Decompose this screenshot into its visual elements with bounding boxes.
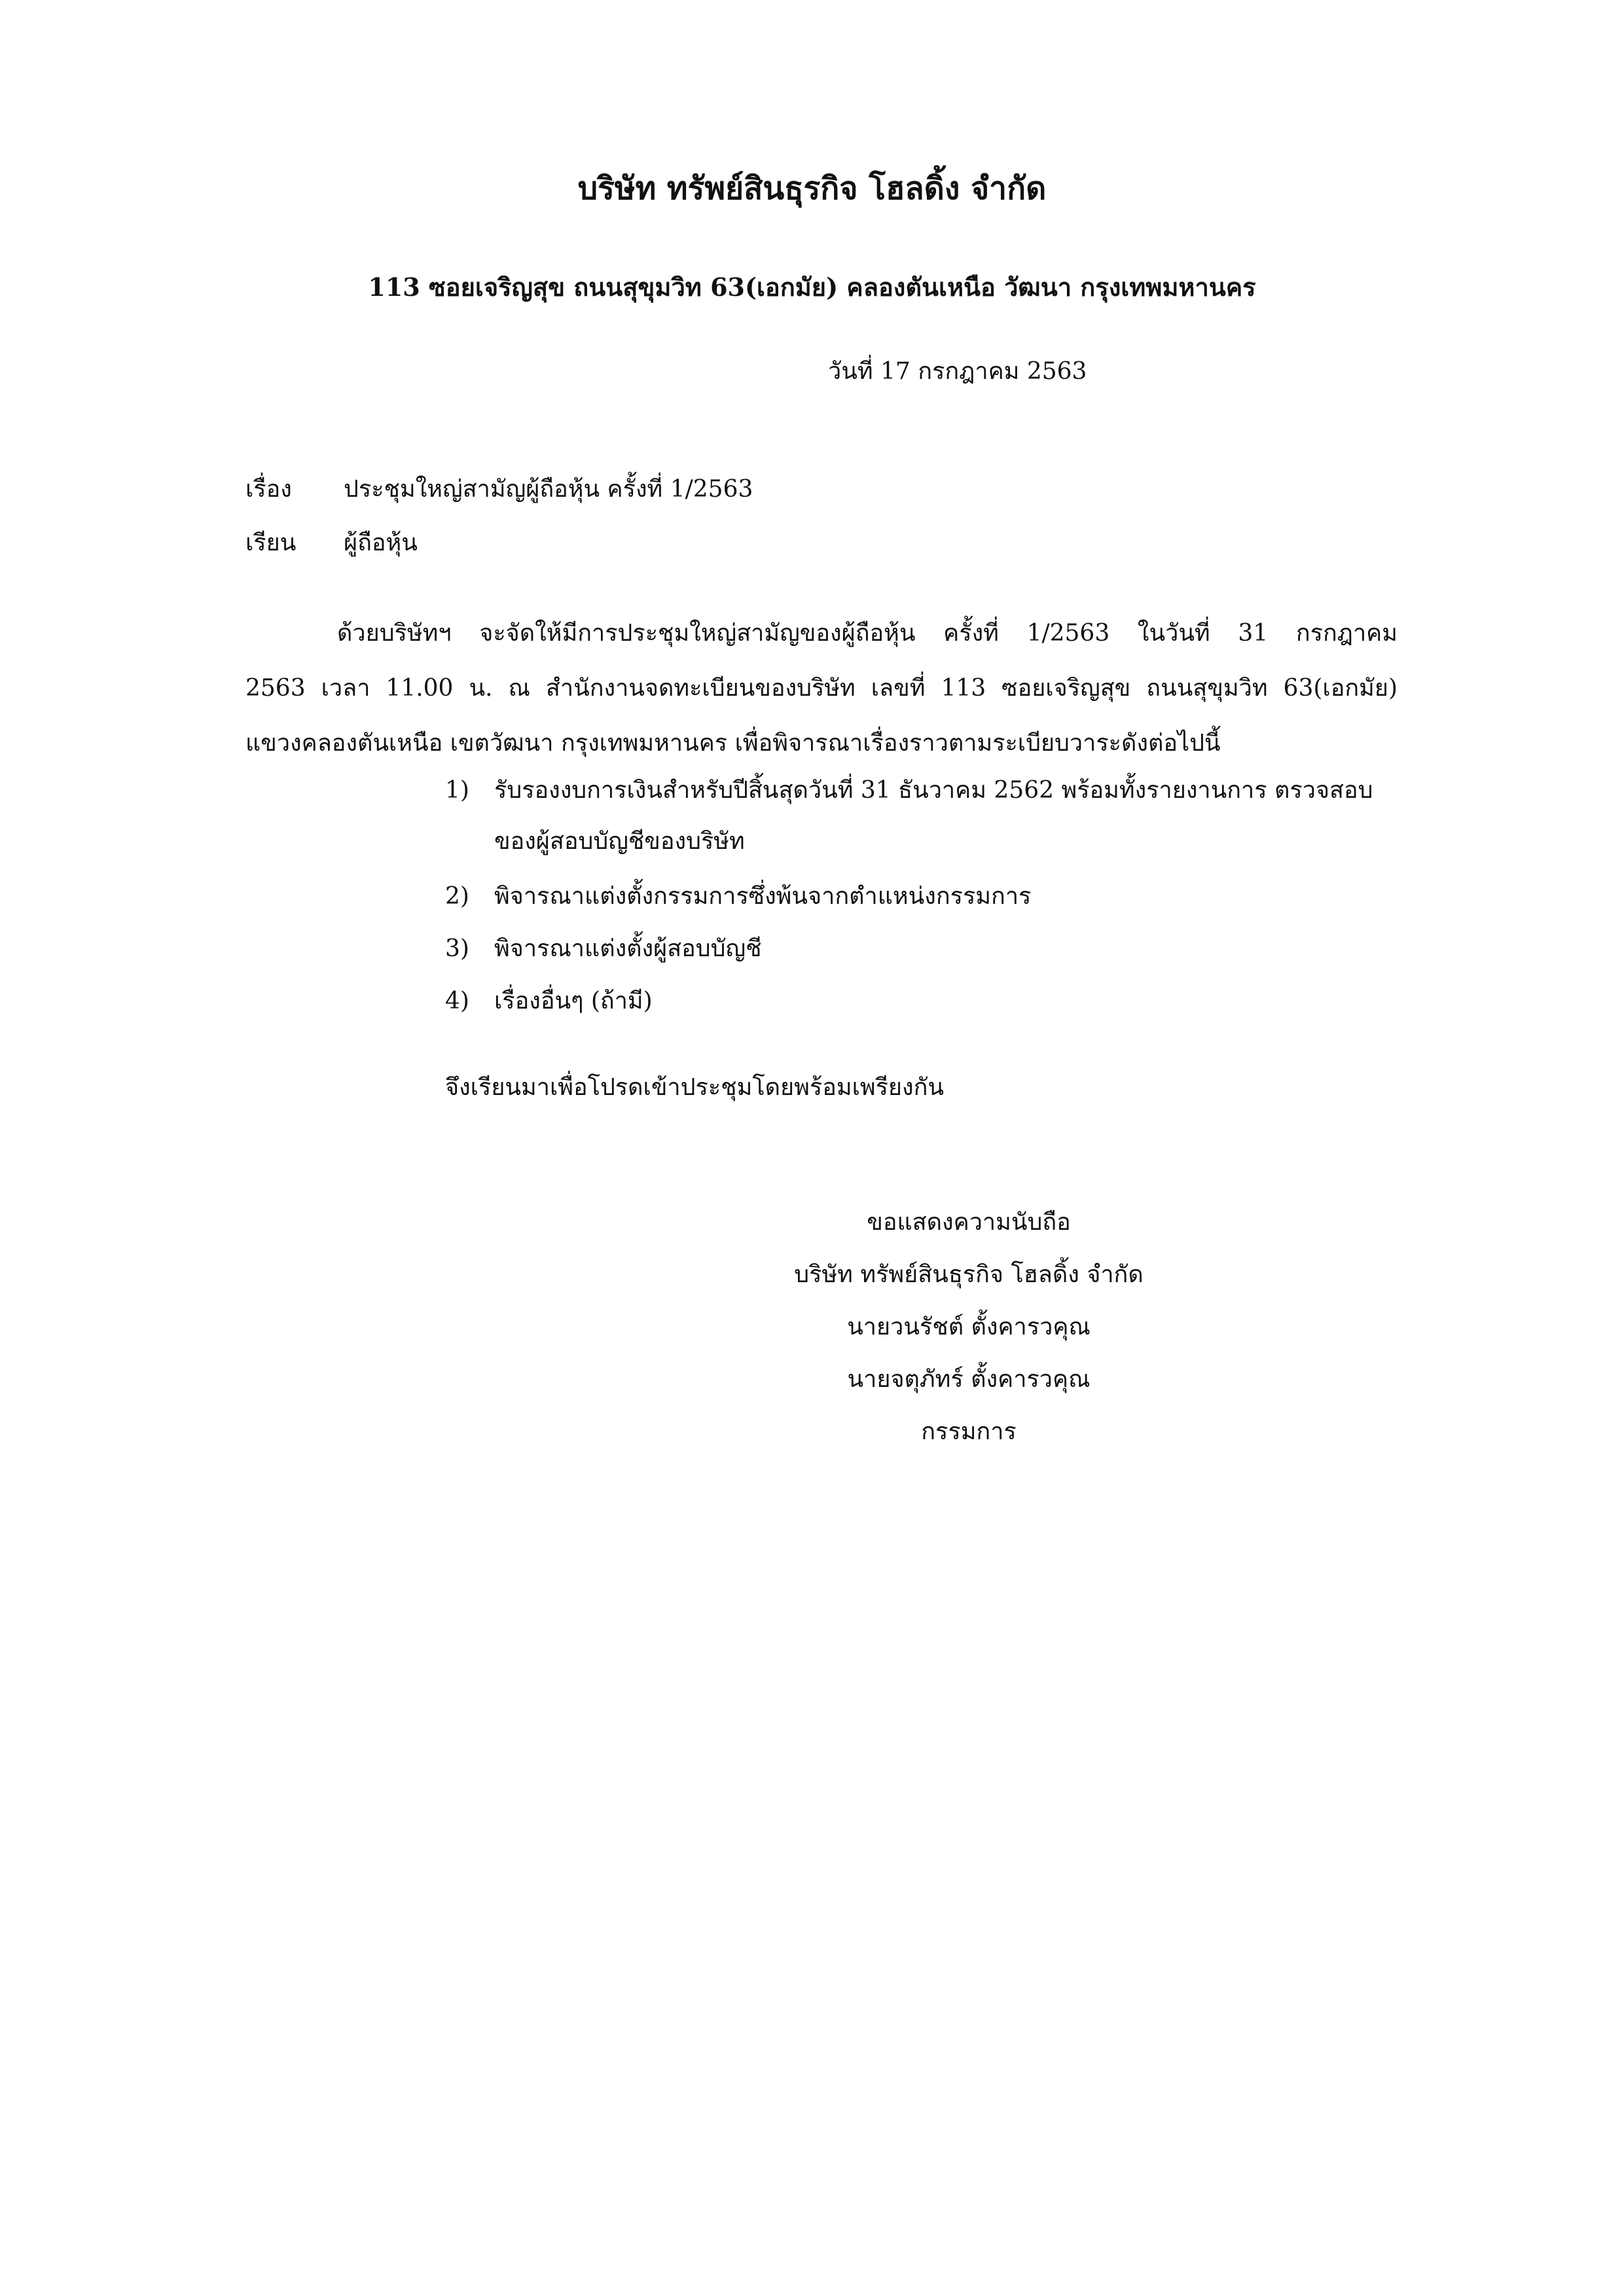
agenda-item-4 bbox=[445, 982, 653, 1019]
letter-date: วันที่ 17 กรกฎาคม 2563 bbox=[828, 358, 1087, 385]
agenda-number: 3) bbox=[445, 935, 469, 962]
recipient-row bbox=[245, 524, 418, 561]
agenda-number: 1) bbox=[445, 777, 469, 804]
subject-label: เรื่อง bbox=[245, 476, 292, 503]
subject-row bbox=[245, 470, 753, 507]
agenda-item-1-continuation: ของผู้สอบบัญชีของบริษัท bbox=[494, 828, 745, 855]
company-title: บริษัท ทรัพย์สินธุรกิจ โฮลดิ้ง จำกัด bbox=[577, 170, 1047, 207]
agenda-text: รับรองงบการเงินสำหรับปีสิ้นสุดวันที่ 31 ธันวาคม 2562 พร้อมทั้งรายงานการ ตรวจสอบ bbox=[494, 777, 1373, 804]
signature-position: กรรมการ bbox=[921, 1418, 1017, 1445]
agenda-item-1 bbox=[445, 771, 1373, 808]
signature-regards: ขอแสดงความนับถือ bbox=[867, 1209, 1071, 1236]
agenda-item-2 bbox=[445, 877, 1031, 914]
agenda-number: 2) bbox=[445, 883, 469, 910]
subject-text: ประชุมใหญ่สามัญผู้ถือหุ้น ครั้งที่ 1/2563 bbox=[344, 476, 753, 503]
agenda-text: เรื่องอื่นๆ (ถ้ามี) bbox=[494, 988, 653, 1014]
agenda-number: 4) bbox=[445, 988, 469, 1014]
company-address: 113 ซอยเจริญสุข ถนนสุขุมวิท 63(เอกมัย) คลองตันเหนือ วัฒนา กรุงเทพมหานคร bbox=[368, 272, 1256, 302]
body-line-3: แขวงคลองตันเหนือ เขตวัฒนา กรุงเทพมหานคร เพื่อพิจารณาเรื่องราวตามระเบียบวาระดังต่อไปนี้ bbox=[245, 730, 1221, 757]
signature-company: บริษัท ทรัพย์สินธุรกิจ โฮลดิ้ง จำกัด bbox=[794, 1261, 1144, 1288]
closing-line: จึงเรียนมาเพื่อโปรดเข้าประชุมโดยพร้อมเพรียงกัน bbox=[445, 1074, 945, 1101]
agenda-text: พิจารณาแต่งตั้งกรรมการซึ่งพ้นจากตำแหน่งกรรมการ bbox=[494, 883, 1032, 910]
signature-signer-1: นายวนรัชต์ ตั้งคารวคุณ bbox=[847, 1314, 1091, 1340]
agenda-text: พิจารณาแต่งตั้งผู้สอบบัญชี bbox=[494, 935, 762, 962]
recipient-text: ผู้ถือหุ้น bbox=[344, 529, 418, 556]
body-line-2: 2563 เวลา 11.00 น. ณ สำนักงานจดทะเบียนของบริษัท เลขที่ 113 ซอยเจริญสุข ถนนสุขุมวิท 63(เอกมัย) bbox=[245, 675, 1398, 702]
signature-signer-2: นายจตุภัทร์ ตั้งคารวคุณ bbox=[847, 1366, 1091, 1393]
agenda-item-3 bbox=[445, 929, 762, 967]
recipient-label: เรียน bbox=[245, 529, 297, 556]
body-line-1: ด้วยบริษัทฯ จะจัดให้มีการประชุมใหญ่สามัญของผู้ถือหุ้น ครั้งที่ 1/2563 ในวันที่ 31 กรกฎาคม bbox=[337, 620, 1398, 647]
